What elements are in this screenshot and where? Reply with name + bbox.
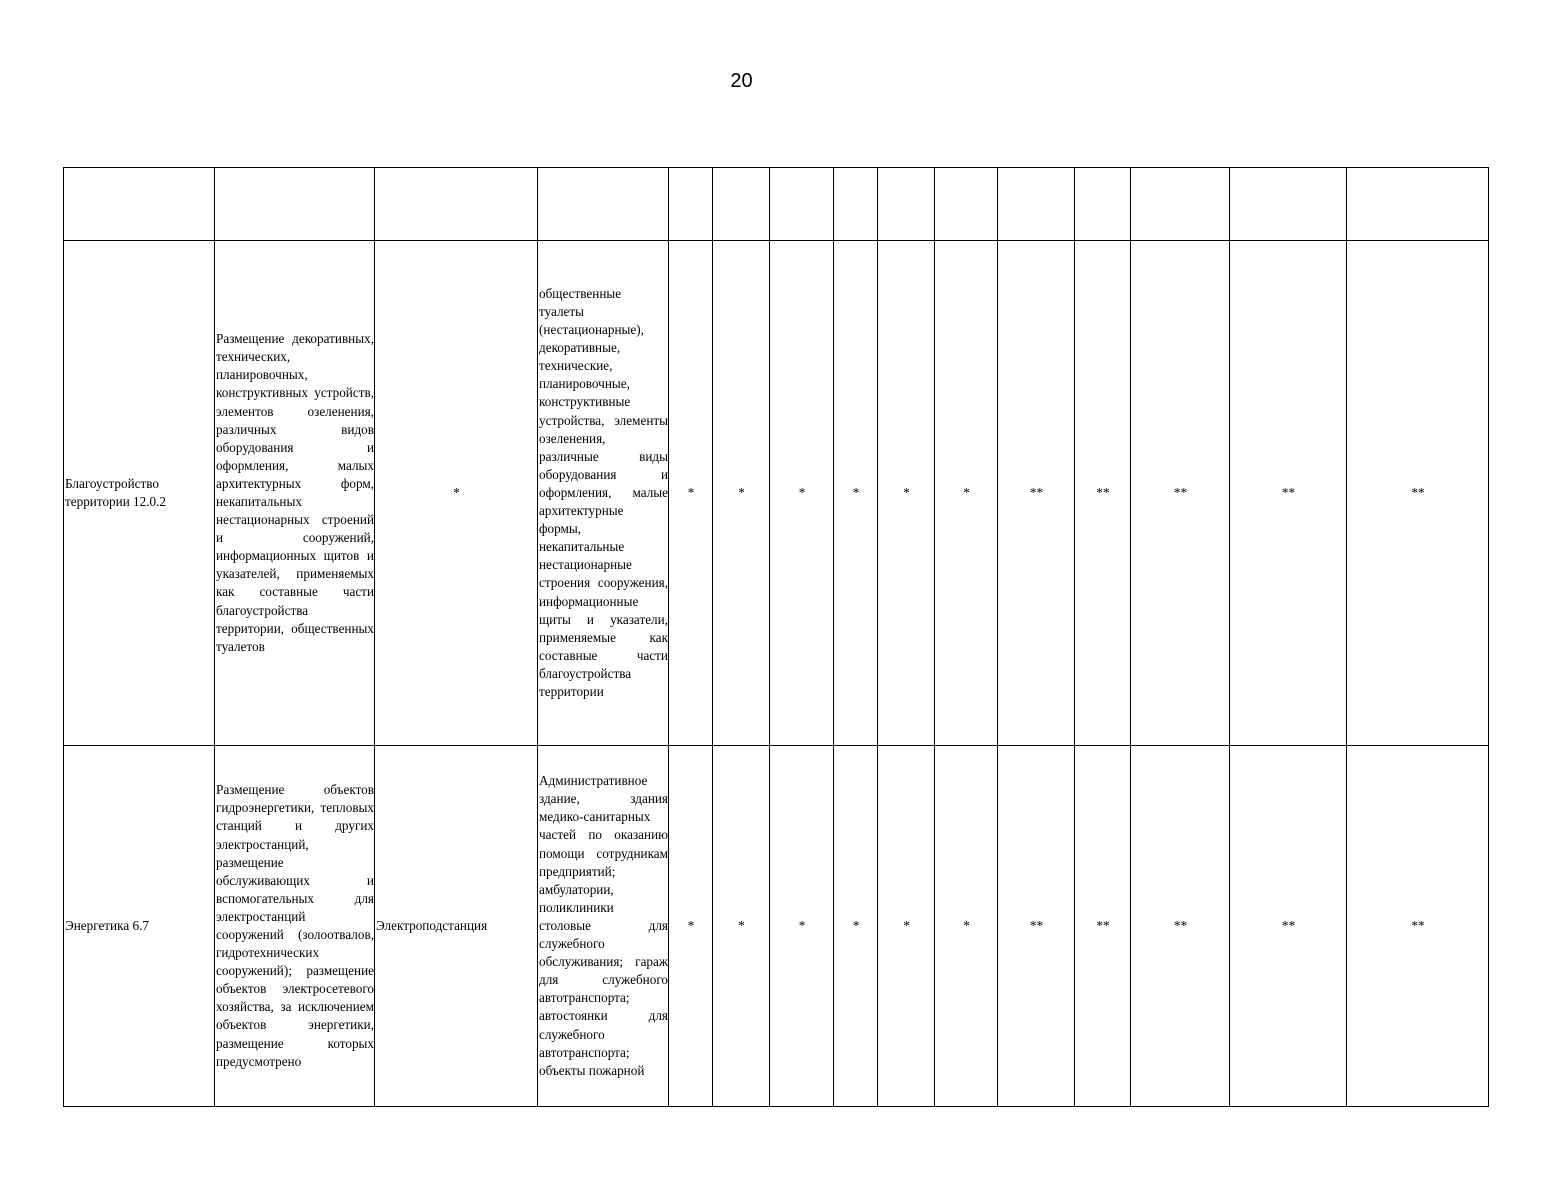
empty-cell [1230, 168, 1347, 241]
empty-cell [998, 168, 1075, 241]
zone-mark: ** [1075, 241, 1131, 746]
empty-cell [770, 168, 834, 241]
header-continuation-row [64, 168, 1489, 241]
zone-mark: ** [1347, 241, 1489, 746]
empty-cell [1075, 168, 1131, 241]
empty-cell [669, 168, 713, 241]
empty-cell [64, 168, 215, 241]
zone-mark: * [834, 241, 878, 746]
empty-cell [375, 168, 538, 241]
zone-mark: ** [1230, 241, 1347, 746]
use-type-name: Благоустройство территории 12.0.2 [64, 241, 215, 746]
auxiliary-objects-cell: общественные туалеты (нестационарные), декоративные, технические, планировочные, конструктивные устройства, элементы озеленения, различные виды оборудования и оформления, малые архитектурные формы, некапитальные нестационарные строения сооружения, информационные щиты и указатели, применяемые как составные части благоустройства территории [538, 241, 669, 746]
page-number: 20 [730, 70, 753, 92]
table-row [64, 746, 1489, 1107]
zone-mark: * [669, 746, 713, 1107]
zone-mark: ** [1131, 241, 1230, 746]
zone-mark: * [770, 746, 834, 1107]
empty-cell [1131, 168, 1230, 241]
zone-mark: * [935, 746, 998, 1107]
zone-mark: * [713, 241, 770, 746]
empty-cell [1347, 168, 1489, 241]
empty-cell [878, 168, 935, 241]
zone-mark: ** [1347, 746, 1489, 1107]
zone-mark: * [878, 241, 935, 746]
zone-mark: * [878, 746, 935, 1107]
main-object-cell: * [375, 241, 538, 746]
auxiliary-objects-cell: Административное здание, здания медико-санитарных частей по оказанию помощи сотрудникам предприятий; амбулатории, поликлиники столовые для служебного обслуживания; гараж для служебного автотранспорта; автостоянки для служебного автотранспорта; объекты пожарной [538, 746, 669, 1107]
table-row [64, 241, 1489, 746]
zone-mark: ** [998, 746, 1075, 1107]
empty-cell [935, 168, 998, 241]
zone-mark: * [669, 241, 713, 746]
empty-cell [834, 168, 878, 241]
zone-mark: * [935, 241, 998, 746]
zone-mark: ** [1230, 746, 1347, 1107]
use-type-name: Энергетика 6.7 [64, 746, 215, 1107]
permitted-use-table [63, 167, 1489, 1107]
zone-mark: * [834, 746, 878, 1107]
empty-cell [538, 168, 669, 241]
zone-mark: ** [1131, 746, 1230, 1107]
zone-mark: ** [1075, 746, 1131, 1107]
empty-cell [713, 168, 770, 241]
empty-cell [215, 168, 375, 241]
zone-mark: * [770, 241, 834, 746]
use-type-description: Размещение декоративных, технических, планировочных, конструктивных устройств, элементов озеленения, различных видов оборудования и оформления, малых архитектурных форм, некапитальных нестационарных строений и сооружений, информационных щитов и указателей, применяемых как составные части благоустройства территории, общественных туалетов [215, 241, 375, 746]
zone-mark: * [713, 746, 770, 1107]
zone-mark: ** [998, 241, 1075, 746]
main-object-cell: Электроподстанция [375, 746, 538, 1107]
use-type-description: Размещение объектов гидроэнергетики, тепловых станций и других электростанций, размещение обслуживающих и вспомогательных для электростанций сооружений (золоотвалов, гидротехнических сооружений); размещение объектов электросетевого хозяйства, за исключением объектов энергетики, размещение которых предусмотрено [215, 746, 375, 1107]
